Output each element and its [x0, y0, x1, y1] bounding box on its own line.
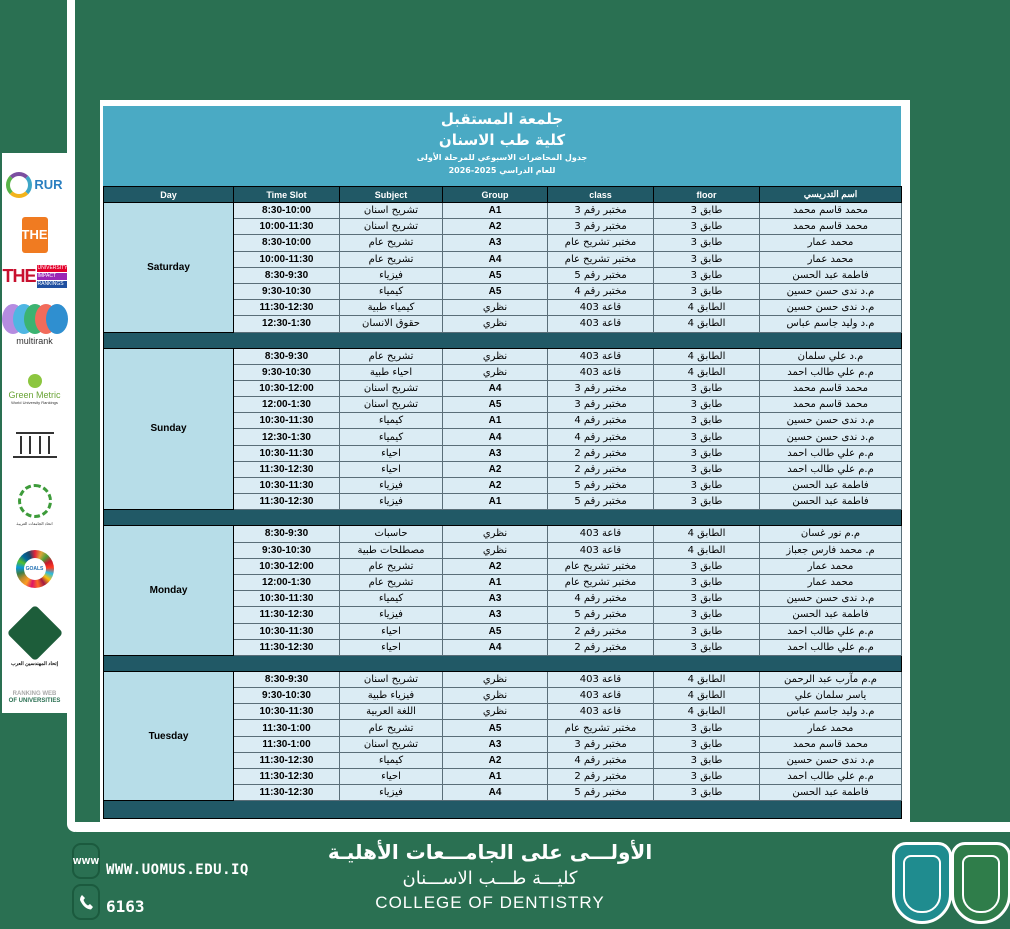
group-cell: A2: [443, 558, 548, 574]
time-cell: 8:30-9:30: [234, 671, 340, 687]
schedule-card: [100, 100, 910, 822]
class-cell: قاعة 403: [548, 364, 654, 380]
time-cell: 11:30-12:30: [234, 785, 340, 801]
group-cell: A4: [443, 785, 548, 801]
time-cell: 10:30-12:00: [234, 558, 340, 574]
col-class: class: [548, 187, 654, 203]
floor-cell: طابق 3: [654, 235, 760, 251]
class-cell: مختبر تشريح عام: [548, 574, 654, 590]
class-cell: مختبر رقم 5: [548, 478, 654, 494]
col-group: Group: [443, 187, 548, 203]
webometrics-logo: RANKING WEB OF UNIVERSITIES: [8, 691, 61, 705]
instructor-cell: م.د ندى حسن حسين: [760, 300, 902, 316]
instructor-cell: فاطمة عبد الحسن: [760, 478, 902, 494]
subject-cell: احياء: [340, 445, 443, 461]
time-cell: 9:30-10:30: [234, 542, 340, 558]
group-cell: A1: [443, 494, 548, 510]
floor-cell: طابق 3: [654, 445, 760, 461]
footer-title: [300, 838, 680, 914]
group-cell: A3: [443, 445, 548, 461]
subject-cell: كيمياء طبية: [340, 300, 443, 316]
group-cell: A1: [443, 574, 548, 590]
instructor-cell: محمد عمار: [760, 720, 902, 736]
subject-cell: احياء طبية: [340, 364, 443, 380]
subject-cell: فيزياء: [340, 494, 443, 510]
time-cell: 8:30-9:30: [234, 348, 340, 364]
group-cell: نظري: [443, 300, 548, 316]
col-day: Day: [104, 187, 234, 203]
subject-cell: احياء: [340, 639, 443, 655]
class-cell: مختبر تشريح عام: [548, 720, 654, 736]
time-cell: 10:30-11:30: [234, 478, 340, 494]
day-cell: Sunday: [104, 348, 234, 510]
instructor-cell: فاطمة عبد الحسن: [760, 607, 902, 623]
floor-cell: الطابق 4: [654, 688, 760, 704]
footer-college-ar: كليـــة طـــب الاســـنان: [402, 868, 578, 889]
group-cell: A4: [443, 429, 548, 445]
subject-cell: احياء: [340, 461, 443, 477]
time-cell: 10:30-11:30: [234, 704, 340, 720]
instructor-cell: محمد قاسم محمد: [760, 203, 902, 219]
subject-cell: تشريح اسنان: [340, 219, 443, 235]
group-cell: A2: [443, 461, 548, 477]
phone-number[interactable]: 6163: [106, 897, 145, 916]
day-separator: [104, 332, 902, 348]
floor-cell: طابق 3: [654, 429, 760, 445]
floor-cell: طابق 3: [654, 461, 760, 477]
subject-cell: تشريح اسنان: [340, 397, 443, 413]
subject-cell: تشريح عام: [340, 720, 443, 736]
group-cell: A5: [443, 397, 548, 413]
time-cell: 11:30-12:30: [234, 752, 340, 768]
floor-cell: طابق 3: [654, 397, 760, 413]
time-cell: 12:00-1:30: [234, 574, 340, 590]
col-subject: Subject: [340, 187, 443, 203]
time-cell: 8:30-10:00: [234, 203, 340, 219]
floor-cell: طابق 3: [654, 769, 760, 785]
group-cell: A4: [443, 639, 548, 655]
floor-cell: الطابق 4: [654, 526, 760, 542]
time-cell: 11:30-12:30: [234, 300, 340, 316]
instructor-cell: م.د ندى حسن حسين: [760, 591, 902, 607]
class-cell: مختبر رقم 4: [548, 591, 654, 607]
class-cell: مختبر رقم 5: [548, 267, 654, 283]
group-cell: A3: [443, 607, 548, 623]
day-separator: [104, 510, 902, 526]
instructor-cell: م.د علي سلمان: [760, 348, 902, 364]
subject-cell: حقوق الانسان: [340, 316, 443, 332]
class-cell: مختبر رقم 2: [548, 623, 654, 639]
group-cell: A4: [443, 380, 548, 396]
subject-cell: حاسبات: [340, 526, 443, 542]
col-floor: floor: [654, 187, 760, 203]
dentistry-shield-logo: [892, 842, 952, 924]
subject-cell: تشريح اسنان: [340, 736, 443, 752]
instructor-cell: محمد قاسم محمد: [760, 736, 902, 752]
instructor-cell: م.م علي طالب احمد: [760, 445, 902, 461]
floor-cell: الطابق 4: [654, 300, 760, 316]
group-cell: نظري: [443, 671, 548, 687]
subject-cell: كيمياء: [340, 429, 443, 445]
time-cell: 8:30-9:30: [234, 267, 340, 283]
instructor-cell: محمد عمار: [760, 574, 902, 590]
class-cell: مختبر تشريح عام: [548, 558, 654, 574]
class-cell: قاعة 403: [548, 704, 654, 720]
instructor-cell: فاطمة عبد الحسن: [760, 267, 902, 283]
time-cell: 10:00-11:30: [234, 219, 340, 235]
class-cell: مختبر رقم 3: [548, 219, 654, 235]
time-cell: 9:30-10:30: [234, 688, 340, 704]
group-cell: A2: [443, 219, 548, 235]
time-cell: 8:30-10:00: [234, 235, 340, 251]
phone-icon: [72, 884, 100, 920]
floor-cell: طابق 3: [654, 219, 760, 235]
university-shield-logo: [951, 842, 1010, 924]
time-cell: 8:30-9:30: [234, 526, 340, 542]
class-cell: مختبر رقم 4: [548, 283, 654, 299]
class-cell: مختبر رقم 3: [548, 736, 654, 752]
subject-cell: تشريح اسنان: [340, 671, 443, 687]
instructor-cell: محمد عمار: [760, 558, 902, 574]
instructor-cell: محمد قاسم محمد: [760, 219, 902, 235]
floor-cell: طابق 3: [654, 720, 760, 736]
floor-cell: الطابق 4: [654, 316, 760, 332]
frame-stripe-horizontal: [67, 822, 1010, 832]
col-instructor: اسم التدريسي: [760, 187, 902, 203]
subject-cell: فيزياء: [340, 607, 443, 623]
time-cell: 10:00-11:30: [234, 251, 340, 267]
subject-cell: فيزياء: [340, 267, 443, 283]
class-cell: مختبر رقم 5: [548, 785, 654, 801]
time-cell: 11:30-12:30: [234, 769, 340, 785]
arab-universities-logo: اتحاد الجامعات العربية: [5, 470, 65, 540]
class-cell: مختبر رقم 4: [548, 429, 654, 445]
instructor-cell: م.د ندى حسن حسين: [760, 413, 902, 429]
group-cell: A3: [443, 736, 548, 752]
group-cell: A1: [443, 413, 548, 429]
instructor-cell: م.م مآرب عبد الرحمن: [760, 671, 902, 687]
star-emblem-icon: [6, 605, 63, 662]
floor-cell: الطابق 4: [654, 671, 760, 687]
time-cell: 11:30-1:00: [234, 720, 340, 736]
academic-year: للعام الدراسي 2025-2026: [448, 166, 556, 175]
day-separator: [104, 655, 902, 671]
class-cell: مختبر رقم 4: [548, 752, 654, 768]
instructor-cell: محمد قاسم محمد: [760, 397, 902, 413]
subject-cell: كيمياء: [340, 752, 443, 768]
class-cell: مختبر رقم 3: [548, 380, 654, 396]
table-row: [104, 671, 902, 687]
class-cell: مختبر رقم 2: [548, 445, 654, 461]
globe-icon: [6, 172, 32, 198]
university-name: جلمعة المستقبل: [440, 110, 564, 128]
floor-cell: الطابق 4: [654, 704, 760, 720]
class-cell: قاعة 403: [548, 688, 654, 704]
college-name: كلية طب الاسنان: [438, 131, 566, 149]
table-row: [104, 348, 902, 364]
schedule-sheet: [103, 106, 901, 819]
group-cell: A5: [443, 267, 548, 283]
time-cell: 9:30-10:30: [234, 283, 340, 299]
time-cell: 12:30-1:30: [234, 429, 340, 445]
class-cell: مختبر رقم 2: [548, 639, 654, 655]
subject-cell: مصطلحات طبية: [340, 542, 443, 558]
instructor-cell: م.م علي طالب احمد: [760, 623, 902, 639]
website-url[interactable]: WWW.UOMUS.EDU.IQ: [106, 862, 249, 878]
class-cell: قاعة 403: [548, 671, 654, 687]
schedule-title: جدول المحاضرات الاسبوعي للمرحلة الأولى: [416, 153, 588, 162]
class-cell: قاعة 403: [548, 542, 654, 558]
instructor-cell: م.د وليد جاسم عباس: [760, 704, 902, 720]
group-cell: A5: [443, 623, 548, 639]
group-cell: نظري: [443, 688, 548, 704]
class-cell: مختبر تشريح عام: [548, 251, 654, 267]
floor-cell: الطابق 4: [654, 542, 760, 558]
accreditation-logos: [2, 153, 67, 713]
floor-cell: طابق 3: [654, 623, 760, 639]
floor-cell: طابق 3: [654, 574, 760, 590]
instructor-cell: م.م نور غسان: [760, 526, 902, 542]
floor-cell: طابق 3: [654, 785, 760, 801]
schedule-table: [103, 186, 902, 819]
group-cell: A4: [443, 251, 548, 267]
subject-cell: فيزياء: [340, 785, 443, 801]
instructor-cell: ياسر سلمان علي: [760, 688, 902, 704]
class-cell: مختبر رقم 4: [548, 413, 654, 429]
group-cell: A1: [443, 203, 548, 219]
greenmetric-logo: Green Metric World University Rankings: [5, 356, 65, 422]
floor-cell: طابق 3: [654, 413, 760, 429]
frame-stripe-vertical: [67, 0, 75, 832]
floor-cell: طابق 3: [654, 736, 760, 752]
time-cell: 11:30-12:30: [234, 639, 340, 655]
floor-cell: طابق 3: [654, 267, 760, 283]
instructor-cell: م.م علي طالب احمد: [760, 461, 902, 477]
subject-cell: احياء: [340, 769, 443, 785]
subject-cell: تشريح عام: [340, 558, 443, 574]
subject-cell: تشريح عام: [340, 251, 443, 267]
floor-cell: طابق 3: [654, 639, 760, 655]
arab-engineers-logo: إتحاد المهندسين العرب: [5, 597, 65, 683]
group-cell: نظري: [443, 316, 548, 332]
instructor-cell: م.د ندى حسن حسين: [760, 752, 902, 768]
group-cell: A3: [443, 235, 548, 251]
col-time-slot: Time Slot: [234, 187, 340, 203]
time-cell: 11:30-12:30: [234, 494, 340, 510]
time-cell: 12:30-1:30: [234, 316, 340, 332]
class-cell: مختبر تشريح عام: [548, 235, 654, 251]
day-cell: Tuesday: [104, 671, 234, 801]
floor-cell: طابق 3: [654, 752, 760, 768]
floor-cell: طابق 3: [654, 607, 760, 623]
floor-cell: طابق 3: [654, 380, 760, 396]
group-cell: نظري: [443, 348, 548, 364]
the-logo: THE: [5, 211, 65, 259]
sdg-logo: GOALS: [5, 540, 65, 598]
group-cell: A2: [443, 478, 548, 494]
floor-cell: طابق 3: [654, 494, 760, 510]
subject-cell: تشريح اسنان: [340, 203, 443, 219]
time-cell: 12:00-1:30: [234, 397, 340, 413]
instructor-cell: م. محمد فارس جعباز: [760, 542, 902, 558]
instructor-cell: م.د ندى حسن حسين: [760, 429, 902, 445]
floor-cell: الطابق 4: [654, 364, 760, 380]
pillars-icon: [5, 422, 65, 470]
wreath-icon: [18, 484, 52, 518]
subject-cell: فيزياء طبية: [340, 688, 443, 704]
instructor-cell: م.م علي طالب احمد: [760, 769, 902, 785]
class-cell: مختبر رقم 5: [548, 494, 654, 510]
class-cell: مختبر رقم 3: [548, 397, 654, 413]
time-cell: 11:30-12:30: [234, 461, 340, 477]
subject-cell: تشريح عام: [340, 348, 443, 364]
group-cell: A3: [443, 591, 548, 607]
class-cell: مختبر رقم 5: [548, 607, 654, 623]
group-cell: A2: [443, 752, 548, 768]
time-cell: 9:30-10:30: [234, 364, 340, 380]
multirank-logo: multirank: [5, 295, 65, 357]
instructor-cell: م.م علي طالب احمد: [760, 364, 902, 380]
group-cell: A1: [443, 769, 548, 785]
floor-cell: طابق 3: [654, 591, 760, 607]
subject-cell: اللغة العربية: [340, 704, 443, 720]
floor-cell: طابق 3: [654, 251, 760, 267]
subject-cell: كيمياء: [340, 413, 443, 429]
instructor-cell: محمد قاسم محمد: [760, 380, 902, 396]
rur-logo: RUR: [5, 159, 65, 211]
group-cell: نظري: [443, 364, 548, 380]
group-cell: A5: [443, 720, 548, 736]
subject-cell: تشريح عام: [340, 574, 443, 590]
class-cell: مختبر رقم 2: [548, 769, 654, 785]
schedule-banner: [103, 106, 901, 186]
instructor-cell: م.د وليد جاسم عباس: [760, 316, 902, 332]
group-cell: نظري: [443, 704, 548, 720]
footer-slogan: الأولـــى على الجامـــعات الأهليـة: [327, 840, 653, 864]
floor-cell: طابق 3: [654, 478, 760, 494]
group-cell: نظري: [443, 526, 548, 542]
day-separator: [104, 801, 902, 819]
instructor-cell: م.د ندى حسن حسين: [760, 283, 902, 299]
instructor-cell: فاطمة عبد الحسن: [760, 494, 902, 510]
table-header-row: [104, 187, 902, 203]
subject-cell: احياء: [340, 623, 443, 639]
day-cell: Monday: [104, 526, 234, 656]
the-impact-rankings-logo: THE UNIVERSITY IMPACT RANKINGS: [2, 265, 68, 288]
class-cell: مختبر رقم 3: [548, 203, 654, 219]
time-cell: 10:30-11:30: [234, 445, 340, 461]
day-cell: Saturday: [104, 203, 234, 333]
floor-cell: الطابق 4: [654, 348, 760, 364]
floor-cell: طابق 3: [654, 283, 760, 299]
website-icon: WWW: [72, 843, 100, 879]
subject-cell: فيزياء: [340, 478, 443, 494]
class-cell: قاعة 403: [548, 300, 654, 316]
time-cell: 10:30-11:30: [234, 413, 340, 429]
class-cell: قاعة 403: [548, 526, 654, 542]
instructor-cell: فاطمة عبد الحسن: [760, 785, 902, 801]
class-cell: مختبر رقم 2: [548, 461, 654, 477]
time-cell: 10:30-11:30: [234, 591, 340, 607]
class-cell: قاعة 403: [548, 316, 654, 332]
subject-cell: كيمياء: [340, 591, 443, 607]
globe-icon: [28, 374, 42, 388]
time-cell: 11:30-12:30: [234, 607, 340, 623]
subject-cell: تشريح عام: [340, 235, 443, 251]
instructor-cell: م.م علي طالب احمد: [760, 639, 902, 655]
instructor-cell: محمد عمار: [760, 235, 902, 251]
instructor-cell: محمد عمار: [760, 251, 902, 267]
table-row: [104, 526, 902, 542]
class-cell: قاعة 403: [548, 348, 654, 364]
subject-cell: كيمياء: [340, 283, 443, 299]
subject-cell: تشريح اسنان: [340, 380, 443, 396]
time-cell: 10:30-11:30: [234, 623, 340, 639]
table-row: [104, 203, 902, 219]
time-cell: 10:30-12:00: [234, 380, 340, 396]
group-cell: A5: [443, 283, 548, 299]
floor-cell: طابق 3: [654, 558, 760, 574]
time-cell: 11:30-1:00: [234, 736, 340, 752]
footer-college-en: COLLEGE OF DENTISTRY: [375, 893, 605, 912]
floor-cell: طابق 3: [654, 203, 760, 219]
group-cell: نظري: [443, 542, 548, 558]
